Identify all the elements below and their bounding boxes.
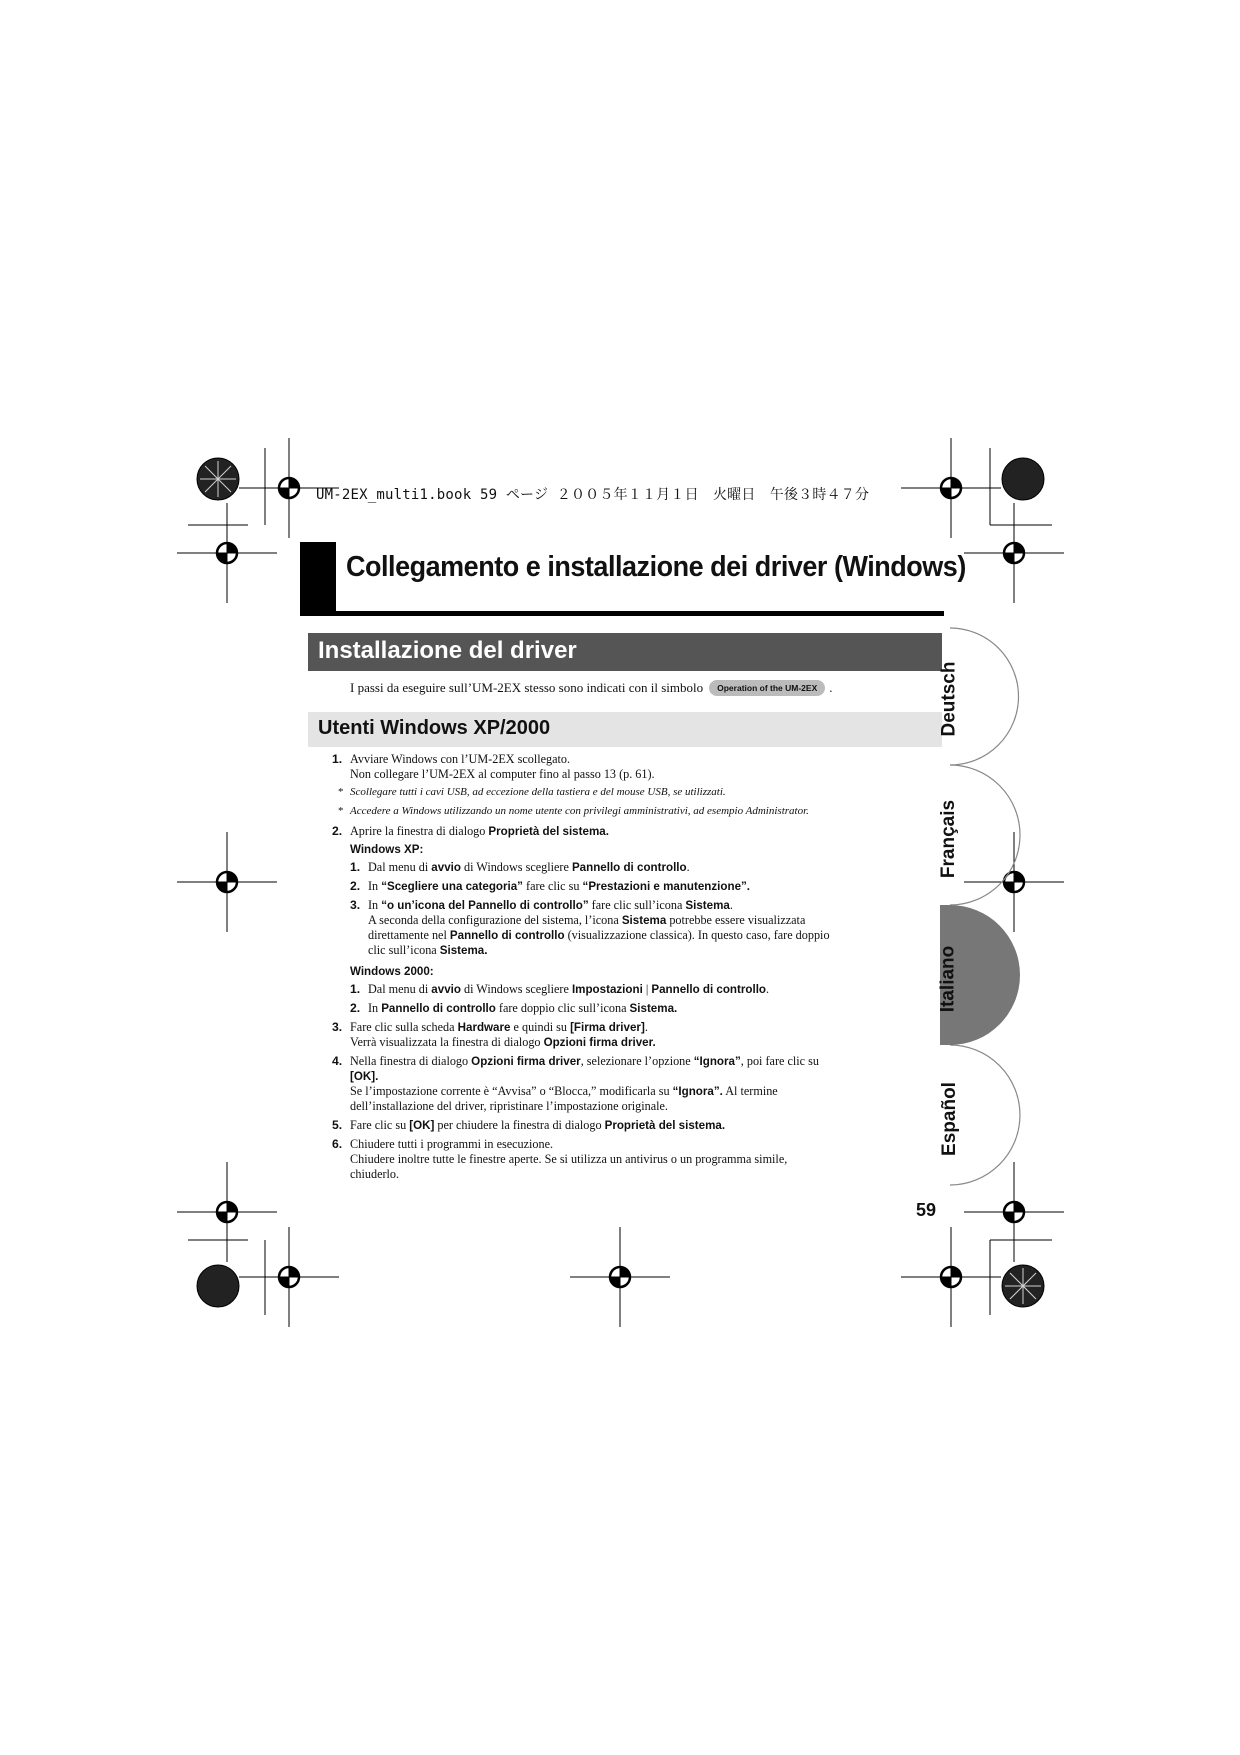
step-number: 6. — [332, 1137, 343, 1151]
page-title: Collegamento e installazione dei driver (Windows) — [346, 551, 966, 583]
xp-substep-2: In “Scegliere una categoria” fare clic su “Prestazioni e manutenzione”. — [368, 879, 751, 893]
windows-2000-heading: Windows 2000: — [350, 965, 434, 978]
step-6-line-1: Chiudere tutti i programmi in esecuzione. — [350, 1137, 554, 1151]
w2k-substep-2: In Pannello di controllo fare doppio clic sull’icona Sistema. — [368, 1001, 678, 1015]
intro-end: . — [829, 680, 833, 695]
xp-substep-1: Dal menu di avvio di Windows scegliere Pannello di controllo. — [368, 860, 690, 874]
step-3-line-1: Fare clic sulla scheda Hardware e quindi su [Firma driver]. — [350, 1020, 648, 1034]
xp-substep-3-line-1: In “o un’icona del Pannello di controllo” fare clic sull’icona Sistema. — [368, 898, 733, 912]
substep-number: 2. — [350, 879, 361, 893]
tab-francais[interactable]: Français — [938, 799, 960, 879]
book-info-line: UM-2EX_multi1.book 59 ページ ２００５年１１月１日 火曜日 午後３時４７分 — [316, 487, 870, 503]
xp-substep-3-line-2: A seconda della configurazione del sistema, l’icona Sistema potrebbe essere visualizzata — [368, 913, 806, 927]
step-4-line-1: Nella finestra di dialogo Opzioni firma driver, selezionare l’opzione “Ignora”, poi fare clic su — [350, 1054, 819, 1068]
step-number: 2. — [332, 824, 343, 838]
intro-text — [350, 680, 833, 696]
note-marker: * — [338, 786, 344, 798]
title-marker — [300, 542, 336, 616]
xp-substep-3-line-4: clic sull’icona Sistema. — [368, 943, 488, 957]
subsection-title: Utenti Windows XP/2000 — [318, 717, 551, 739]
step-4-line-2: [OK]. — [350, 1070, 379, 1083]
substep-number: 3. — [350, 898, 361, 912]
step-6-line-3: chiuderlo. — [350, 1167, 400, 1181]
step-number: 3. — [332, 1020, 343, 1034]
substep-number: 2. — [350, 1001, 361, 1015]
w2k-substep-1: Dal menu di avvio di Windows scegliere Impostazioni | Pannello di controllo. — [368, 982, 770, 996]
substep-number: 1. — [350, 860, 361, 874]
tab-espanol[interactable]: Español — [938, 1082, 960, 1156]
operation-badge: Operation of the UM-2EX — [709, 680, 825, 696]
note-marker: * — [338, 805, 344, 817]
step-3-line-2: Verrà visualizzata la finestra di dialogo Opzioni firma driver. — [350, 1035, 656, 1049]
windows-xp-heading: Windows XP: — [350, 843, 424, 856]
tab-italiano[interactable]: Italiano — [937, 945, 959, 1013]
step-2-line: Aprire la finestra di dialogo Proprietà del sistema. — [350, 824, 609, 838]
intro-sentence: I passi da eseguire sull’UM-2EX stesso sono indicati con il simbolo — [350, 680, 704, 695]
step-5-line: Fare clic su [OK] per chiudere la finestra di dialogo Proprietà del sistema. — [350, 1118, 726, 1132]
step-number: 5. — [332, 1118, 343, 1132]
section-title: Installazione del driver — [318, 637, 577, 664]
step-number: 1. — [332, 752, 343, 766]
step-1-line-2: Non collegare l’UM-2EX al computer fino al passo 13 (p. 61). — [350, 767, 655, 781]
note-usb: Scollegare tutti i cavi USB, ad eccezione della tastiera e del mouse USB, se utilizzati. — [350, 786, 726, 798]
step-4-line-3: Se l’impostazione corrente è “Avvisa” o “Blocca,” modificarla su “Ignora”. Al termine — [350, 1084, 778, 1098]
step-4-line-4: dell’installazione del driver, ripristinare l’impostazione originale. — [350, 1099, 668, 1113]
tab-deutsch[interactable]: Deutsch — [938, 661, 960, 737]
xp-substep-3-line-3: direttamente nel Pannello di controllo (visualizzazione classica). In questo caso, fare doppio — [368, 928, 830, 942]
title-rule — [300, 611, 944, 616]
step-6-line-2: Chiudere inoltre tutte le finestre aperte. Se si utilizza un antivirus o un programma simile, — [350, 1152, 788, 1166]
substep-number: 1. — [350, 982, 361, 996]
step-number: 4. — [332, 1054, 343, 1068]
step-1-line-1: Avviare Windows con l’UM-2EX scollegato. — [350, 752, 571, 766]
note-admin: Accedere a Windows utilizzando un nome utente con privilegi amministrativi, ad esempio Administrator. — [350, 805, 809, 817]
page-number: 59 — [916, 1200, 937, 1220]
